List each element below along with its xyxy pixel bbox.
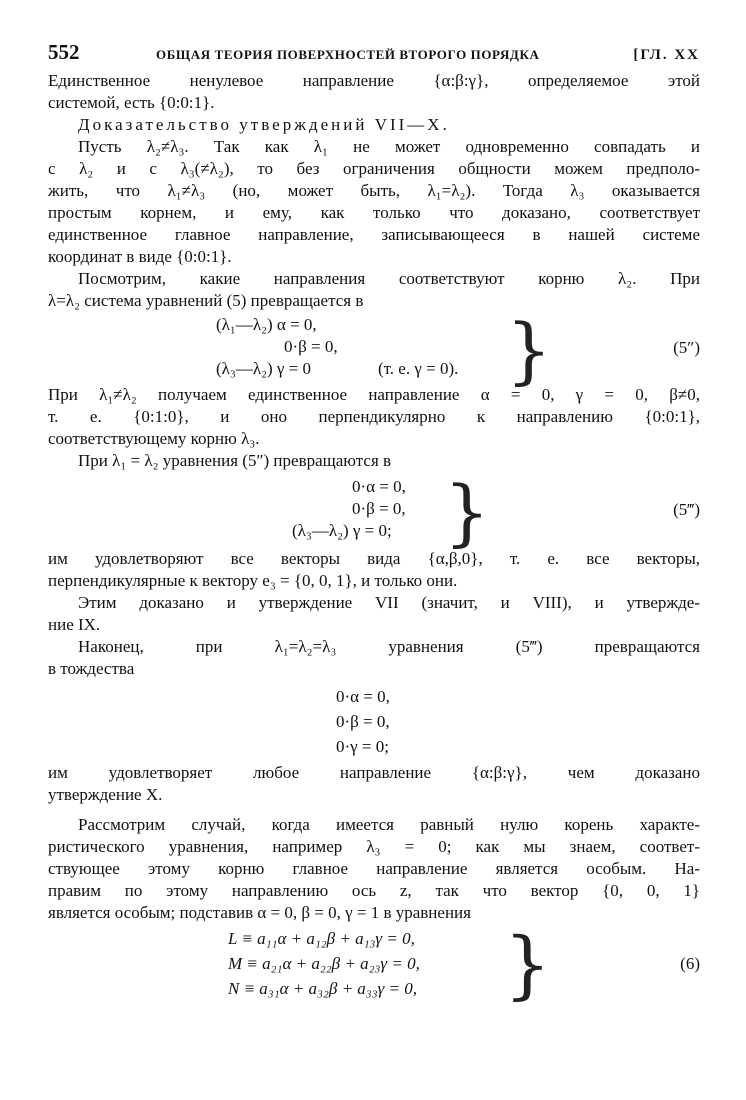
paragraph-2 (48, 136, 700, 268)
equation-row: (λ₁—λ₂) α = 0, (216, 315, 317, 334)
text-line: им удовлетворяют все векторы вида {α,β,0}, т. е. все векторы, (48, 549, 700, 568)
equation-row: M ≡ a₂₁α + a₂₂β + a₂₃γ = 0, (228, 954, 420, 973)
text-line: ристического уравнения, например λ₃ = 0; как мы знаем, соответ- (48, 837, 700, 856)
equation-row: (λ₃—λ₂) γ = 0 (216, 359, 312, 378)
equation-row: 0·β = 0, (284, 337, 338, 356)
equation-row: 0·γ = 0; (336, 737, 389, 756)
paragraph-8 (48, 636, 700, 680)
text-line: с λ₂ и с λ₃(≠λ₂), то без ограничения общности можем предполо- (48, 159, 700, 178)
text-line: Пусть λ₂≠λ₃. Так как λ₁ не может одновременно совпадать и (78, 137, 700, 156)
equation-row: 0·β = 0, (336, 712, 390, 731)
text-line: утверждение X. (48, 785, 163, 804)
paragraph-4 (48, 384, 700, 450)
text-line: перпендикулярные к вектору e₃ = {0, 0, 1}, и только они. (48, 571, 458, 590)
equation-row: (λ₃—λ₂) γ = 0; (292, 521, 392, 540)
chapter-ref: [ГЛ. XX (633, 47, 700, 63)
text-line: Этим доказано и утверждение VII (значит, и VIII), и утвержде- (78, 593, 700, 612)
equation-note: (т. е. γ = 0). (378, 359, 459, 378)
equation-label: (5‴) (673, 500, 700, 519)
paragraph-1 (48, 70, 700, 114)
text-line: в тождества (48, 659, 135, 678)
text-line: соответствующему корню λ₃. (48, 429, 260, 448)
text-line: правим по этому направлению ось z, так что вектор {0, 0, 1} (48, 881, 700, 900)
equation-row: N ≡ a₃₁α + a₃₂β + a₃₃γ = 0, (228, 979, 418, 998)
text-line: жить, что λ₁≠λ₃ (но, может быть, λ₁=λ₂). Тогда λ₃ оказывается (48, 181, 700, 200)
equation-row: 0·α = 0, (336, 687, 390, 706)
text-line: ние IX. (48, 615, 101, 634)
text-line: Единственное ненулевое направление {α:β:γ}, определяемое этой (48, 71, 700, 90)
text-line: координат в виде {0:0:1}. (48, 247, 232, 266)
paragraph-10 (48, 814, 700, 924)
text-line: системой, есть {0:0:1}. (48, 93, 215, 112)
equation-label: (6) (680, 954, 700, 973)
text-line: единственное главное направление, записывающееся в нашей системе (48, 225, 700, 244)
paragraph-5: При λ₁ = λ₂ уравнения (5″) превращаются в (78, 451, 392, 470)
text-line: т. е. {0:1:0}, и оно перпендикулярно к направлению {0:0:1}, (48, 407, 700, 426)
right-brace: } (506, 308, 552, 392)
text-line: ствующее этому корню главное направление является особым. На- (48, 859, 700, 878)
equation-row: 0·β = 0, (352, 499, 406, 518)
paragraph-9 (48, 762, 700, 806)
equation-6 (48, 922, 700, 1008)
text-line: Посмотрим, какие направления соответствуют корню λ₂. При (78, 269, 700, 288)
equation-row: L ≡ a₁₁α + a₁₂β + a₁₃γ = 0, (228, 929, 415, 948)
page-number: 552 (48, 40, 80, 64)
right-brace: } (504, 922, 552, 1008)
text-line: Рассмотрим случай, когда имеется равный нулю корень характе- (78, 815, 700, 834)
right-brace: } (444, 470, 490, 554)
equation-label: (5″) (673, 338, 700, 357)
text-line: Наконец, при λ₁=λ₂=λ₃ уравнения (5‴) превращаются (78, 637, 700, 656)
equation-identities (48, 686, 700, 762)
paragraph-7 (48, 592, 700, 636)
paragraph-3 (48, 268, 700, 312)
paragraph-6 (48, 548, 700, 592)
page-header (48, 40, 700, 70)
equation-row: 0·α = 0, (352, 477, 406, 496)
text-line: им удовлетворяет любое направление {α:β:γ}, чем доказано (48, 763, 700, 782)
running-title: ОБЩАЯ ТЕОРИЯ ПОВЕРХНОСТЕЙ ВТОРОГО ПОРЯДКА (156, 47, 540, 62)
text-line: При λ₁≠λ₂ получаем единственное направление α = 0, γ = 0, β≠0, (48, 385, 700, 404)
text-line: λ=λ₂ система уравнений (5) превращается в (48, 291, 364, 310)
book-page (48, 40, 700, 1008)
text-line: является особым; подставив α = 0, β = 0, γ = 1 в уравнения (48, 903, 471, 922)
proof-heading: Доказательство утверждений VII—X. (78, 115, 450, 134)
text-line: простым корнем, и ему, как только что доказано, соответствует (48, 203, 700, 222)
equation-5pp (48, 308, 700, 392)
equation-5ppp (48, 470, 700, 554)
